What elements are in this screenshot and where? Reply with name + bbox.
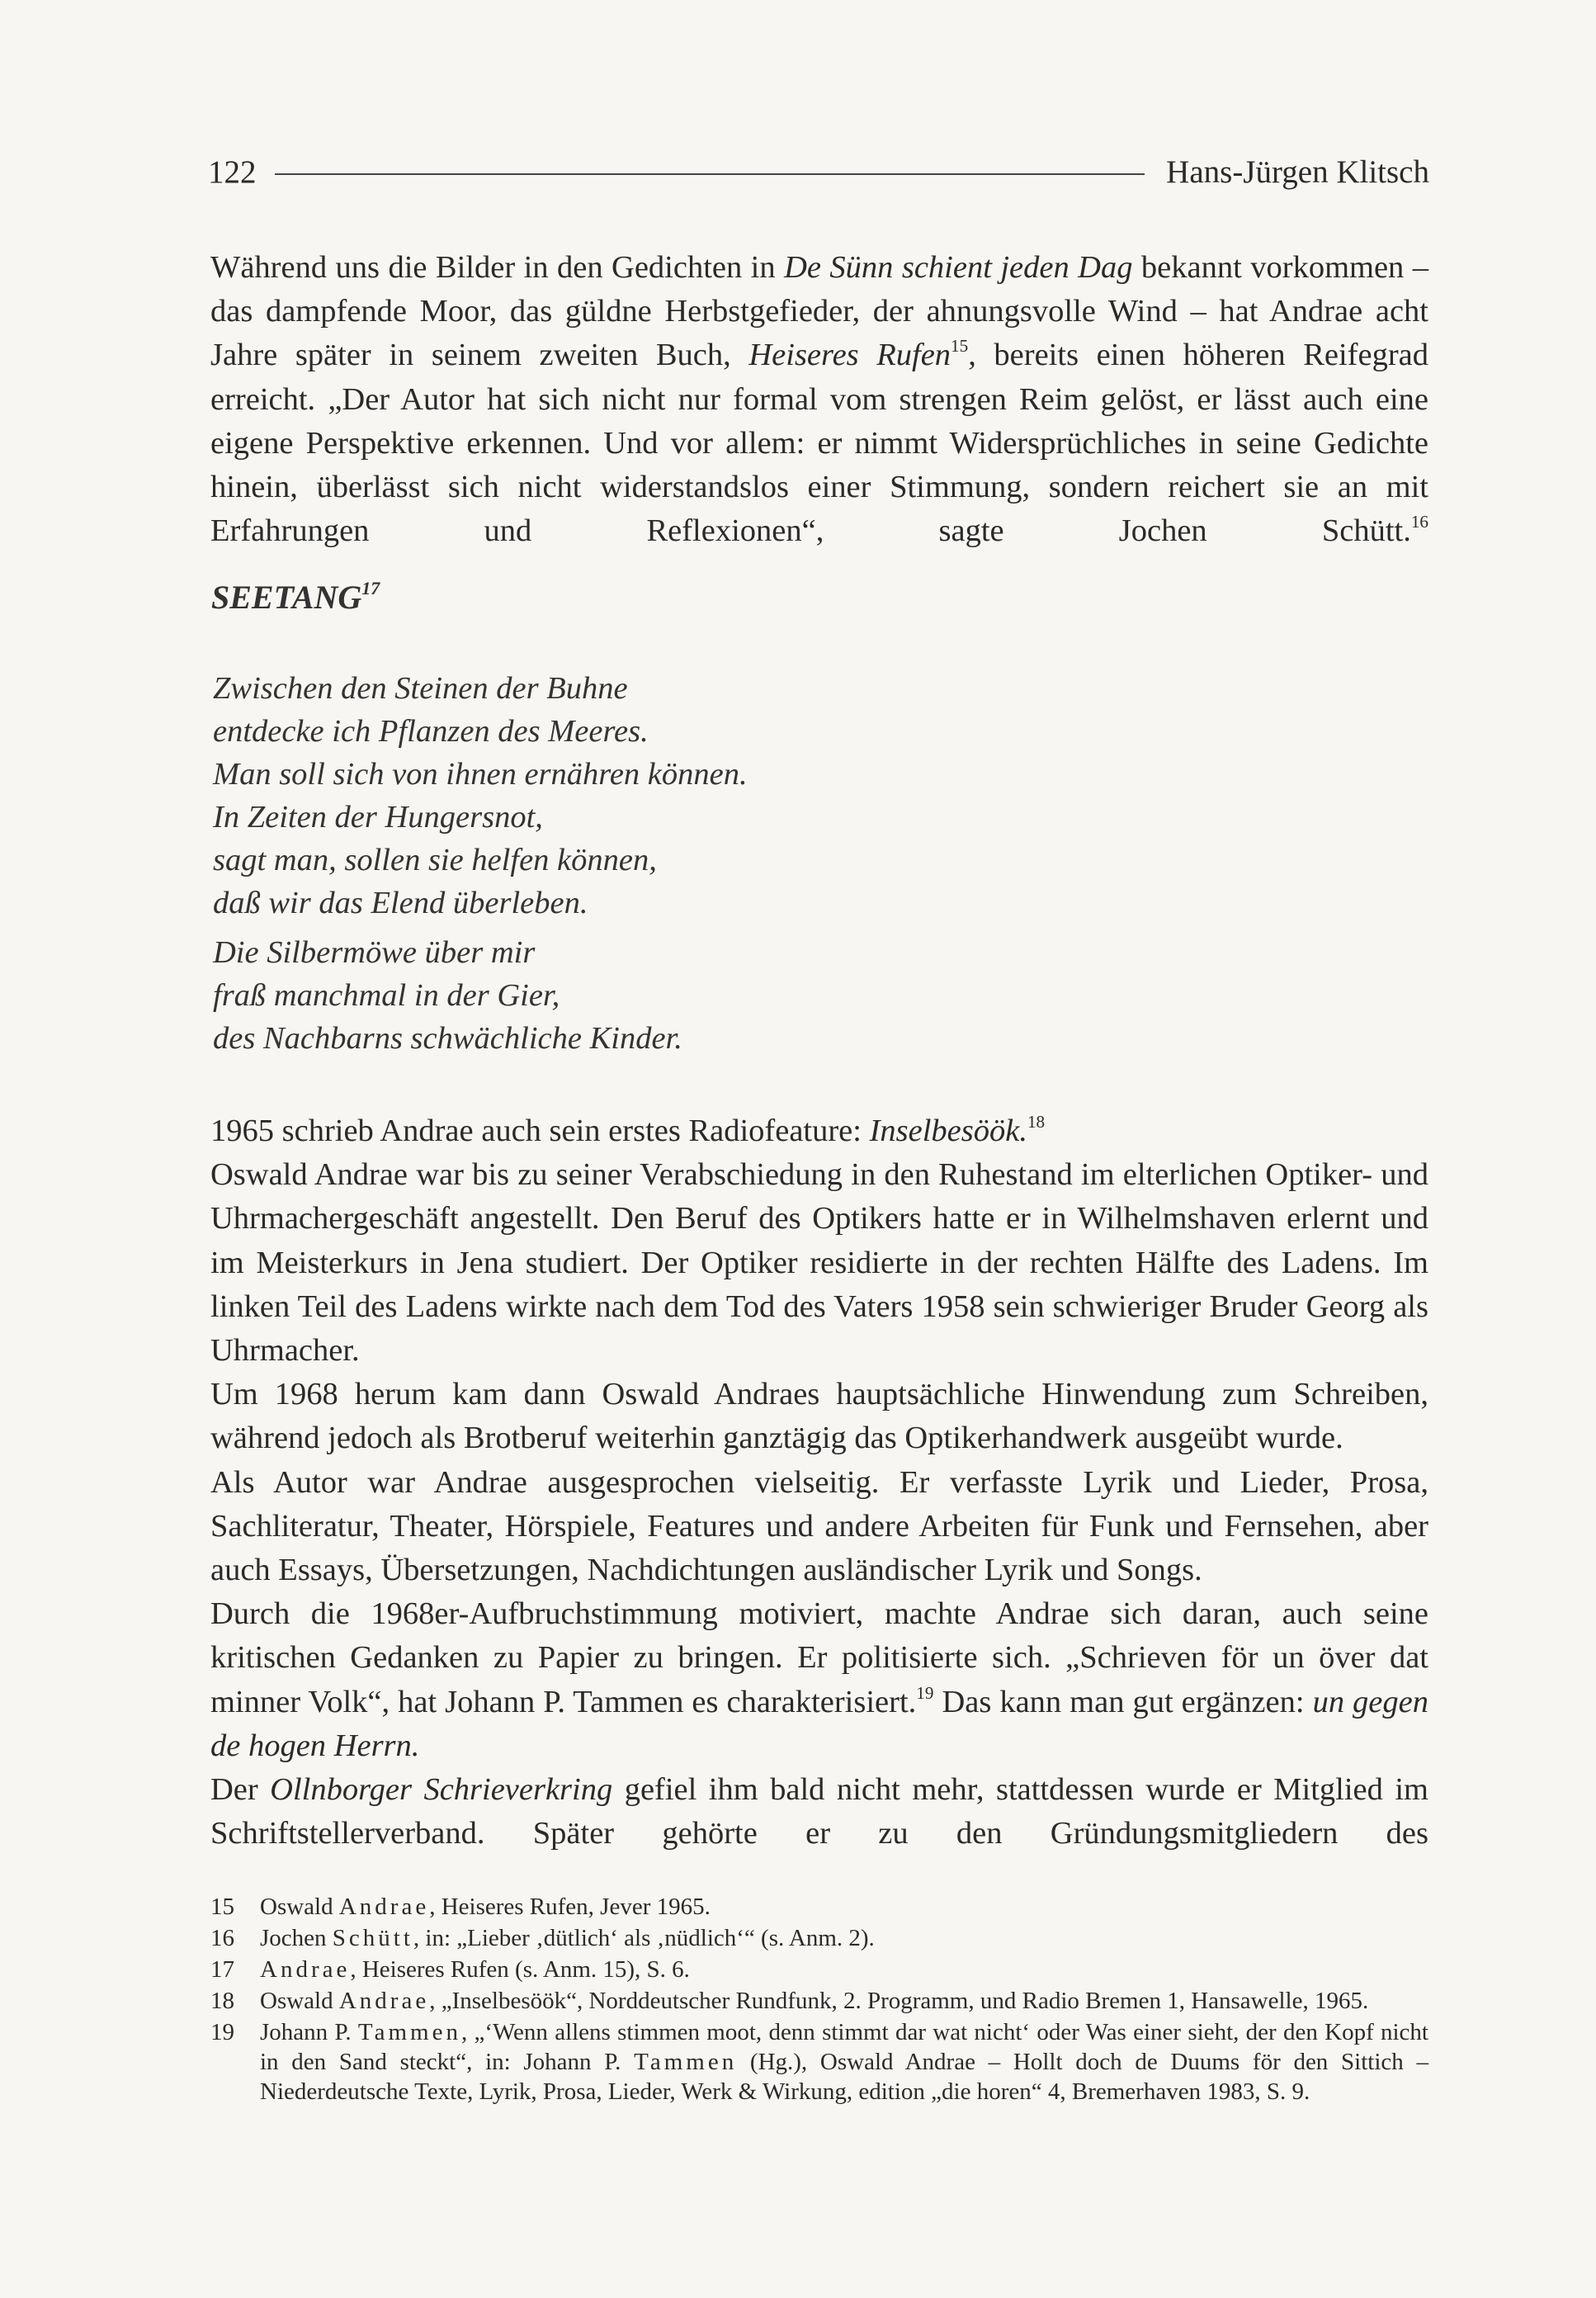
footnote-ref[interactable]: 19: [916, 1682, 934, 1703]
page-number: 122: [208, 154, 257, 190]
footnote-number: 15: [210, 1894, 234, 1920]
poem-title-text: SEETANG: [211, 579, 362, 616]
footnote-number: 16: [210, 1925, 234, 1951]
text: , „‘Wenn allens stimmen moot, denn stimmt dar wat nicht‘ oder Was einer sieht, der den Kopf nicht in den Sand steckt“, in: Johann P.: [260, 2019, 1428, 2075]
poem-line: sagt man, sollen sie helfen können,: [213, 843, 657, 877]
poem-line: Zwischen den Steinen der Buhne: [213, 671, 628, 706]
text: Während uns die Bilder in den Gedichten in: [210, 250, 785, 285]
text: , in: „Lieber ‚dütlich‘ als ‚nüdlich‘“ (s. Anm. 2).: [413, 1925, 875, 1951]
header-rule: [275, 173, 1145, 175]
paragraph: Oswald Andrae war bis zu seiner Verabschiedung in den Ruhestand im elterlichen Optiker- und Uhrmachergeschäft angestellt. Den Beruf des Optikers hatte er in Wilhelmshaven erlernt und im Meisterkurs in Jena studiert. Der Optiker residierte in der rechten Hälfte des Ladens. Im linken Teil des Ladens wirkte nach dem Tod des Vaters 1958 sein schwieriger Bruder Georg als Uhrmacher.: [210, 1157, 1428, 1369]
text: Der: [210, 1772, 271, 1808]
text: , Heiseres Rufen, Jever 1965.: [429, 1894, 711, 1920]
footnote-number: 19: [210, 2019, 234, 2045]
group-name: Ollnborger Schrieverkring: [270, 1772, 613, 1808]
text: bekannt vorkommen – das dampfende Moor, das güldne Herbstgefieder, der ahnungsvolle Wind – hat Andrae acht Jahre später in seinem zweiten Buch,: [210, 250, 1428, 373]
text: Durch die 1968er-Aufbruchstimmung motiviert, machte Andrae sich daran, auch seine kritischen Gedanken zu Papier zu bringen. Er politisierte sich. „Schrieven för un över dat minner Volk“, hat Johann P. Tammen es charakterisiert.: [210, 1596, 1428, 1719]
text: Jochen: [260, 1925, 333, 1951]
footnote: [210, 1955, 1428, 1984]
paragraph: [210, 1592, 1428, 1768]
text: (Hg.), Oswald Andrae – Hollt doch de Duums för den Sittich – Niederdeutsche Texte, Lyrik, Prosa, Lieder, Werk & Wirkung, edition „die horen“ 4, Bremerhaven 1983, S. 9.: [260, 2049, 1428, 2105]
author-name: Andrae: [338, 1988, 430, 2014]
poem-title: [211, 578, 380, 617]
poem-line: entdecke ich Pflanzen des Meeres.: [213, 714, 649, 749]
poem-line: fraß manchmal in der Gier,: [213, 978, 560, 1013]
text: , „Inselbesöök“, Norddeutscher Rundfunk, 2. Programm, und Radio Bremen 1, Hansawelle, 1965.: [429, 1988, 1369, 2014]
footnote-number: 18: [210, 1988, 234, 2014]
text: Das kann man gut ergänzen:: [933, 1684, 1313, 1719]
footnote-ref[interactable]: 17: [361, 578, 380, 599]
poem-line: daß wir das Elend überleben.: [213, 886, 588, 920]
author-name: Schütt: [332, 1925, 413, 1951]
footnote-ref[interactable]: 18: [1027, 1112, 1046, 1132]
text: 1965 schrieb Andrae auch sein erstes Radiofeature:: [210, 1114, 870, 1148]
footnote: [210, 1923, 1428, 1953]
poem-line: Man soll sich von ihnen ernähren können.: [213, 757, 748, 792]
poem-line: In Zeiten der Hungersnot,: [213, 800, 543, 835]
author-name: Tammen: [357, 2019, 461, 2045]
author-name: Tammen: [634, 2049, 738, 2075]
paragraph: Um 1968 herum kam dann Oswald Andraes hauptsächliche Hinwendung zum Schreiben, während jedoch als Brotberuf weiterhin ganztägig das Optikerhandwerk ausgeübt wurde.: [210, 1377, 1428, 1456]
book-title: De Sünn schient jeden Dag: [784, 250, 1133, 285]
poem-stanza-1: [213, 667, 748, 924]
running-head: [208, 154, 1429, 191]
feature-title: Inselbesöök.: [869, 1114, 1027, 1148]
footnote: [210, 1986, 1428, 2016]
poem-stanza-2: [213, 931, 682, 1060]
author-name: Andrae: [338, 1894, 430, 1920]
emphasis: un gegen de hogen Herrn.: [210, 1684, 1428, 1763]
paragraph: [210, 1768, 1428, 1856]
text: , bereits einen höheren Reifegrad erreicht. „Der Autor hat sich nicht nur formal vom strengen Reim gelöst, er lässt auch eine eigene Perspektive erkennen. Und vor allem: er nimmt Widersprüchliches in seine Gedichte hinein, überlässt sich nicht widerstandslos einer Stimmung, sondern reichert sie an mit Erfahrungen und Reflexionen“, sagte Jochen Schütt.: [210, 338, 1428, 549]
text: gefiel ihm bald nicht mehr, stattdessen wurde er Mitglied im Schriftstellerverband. Später gehörte er zu den Gründungsmitgliedern des: [210, 1772, 1428, 1851]
poem-line: Die Silbermöwe über mir: [213, 935, 536, 970]
footnote-ref[interactable]: 16: [1410, 512, 1428, 532]
text: , Heiseres Rufen (s. Anm. 15), S. 6.: [350, 1956, 690, 1983]
paragraph: Als Autor war Andrae ausgesprochen vielseitig. Er verfasste Lyrik und Lieder, Prosa, Sachliteratur, Theater, Hörspiele, Features und andere Arbeiten für Funk und Fernsehen, aber auch Essays, Übersetzungen, Nachdichtungen ausländischer Lyrik und Songs.: [210, 1464, 1428, 1588]
footnotes: [210, 1892, 1428, 2106]
text: Oswald: [260, 1988, 339, 2014]
footnote: [210, 1892, 1428, 1922]
intro-paragraph: [210, 246, 1428, 553]
body-text: [210, 1109, 1428, 1856]
author-name: Andrae: [260, 1956, 351, 1983]
book-title: Heiseres Rufen: [748, 338, 951, 373]
footnote-ref[interactable]: 15: [951, 336, 969, 357]
running-head-author: Hans-Jürgen Klitsch: [1166, 154, 1429, 190]
text: Johann P.: [260, 2019, 358, 2045]
text: Oswald: [260, 1894, 339, 1920]
poem-line: des Nachbarns schwächliche Kinder.: [213, 1021, 682, 1056]
footnote: [210, 2017, 1428, 2106]
footnote-number: 17: [210, 1956, 234, 1983]
